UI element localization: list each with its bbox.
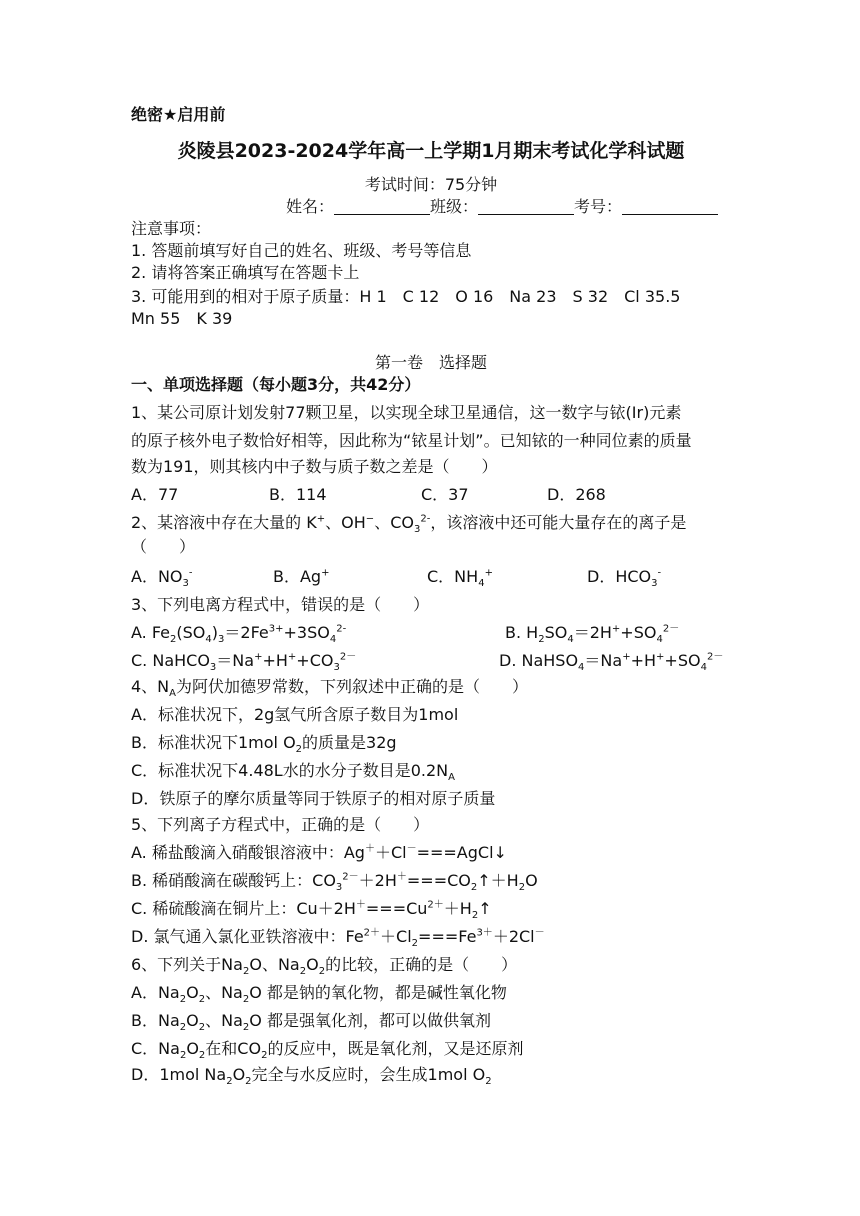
q2-line-2: （ ）: [131, 537, 196, 556]
name-blank[interactable]: [334, 198, 430, 215]
q6-option-b: B．$Na_2O_2$、$Na_2O$ 都是强氧化剂，都可以做供氧剂: [131, 1011, 491, 1034]
q2-line-1: 2、某溶液中存在大量的 K+、OH−、$CO_3^{2-}$，该溶液中还可能大量存在的离子是: [131, 513, 687, 536]
notice-item-2: 2. 请将答案正确填写在答题卡上: [131, 263, 360, 282]
q2-option-d: D．$HCO_3^-$: [587, 567, 662, 590]
volume-heading: 第一卷 选择题: [374, 353, 487, 372]
q1-option-b: B．114: [269, 485, 327, 504]
q2-option-a: A．$NO_3^-$: [131, 567, 193, 590]
q3-option-b: B. $H_2SO_4=2H^++SO_4^{2-}$: [505, 623, 680, 646]
exam-title: 炎陵县2023-2024学年高一上学期1月期末考试化学科试题: [177, 140, 685, 162]
secret-mark: 绝密★启用前: [131, 105, 226, 124]
q4-option-c: C．标准状况下4.48L水的水分子数目是$0.2N_A$: [131, 761, 455, 784]
q3-options-ab: [131, 622, 731, 644]
q2-option-b: B．Ag+: [273, 567, 330, 586]
q2-text: 、OH: [325, 513, 366, 532]
q1-line-3: 数为191，则其核内中子数与质子数之差是（ ）: [131, 457, 498, 476]
q4-stem: 4、$N_A$为阿伏加德罗常数，下列叙述中正确的是（ ）: [131, 677, 529, 700]
q2-text: ，该溶液中还可能大量存在的离子是: [430, 513, 687, 532]
class-blank[interactable]: [478, 198, 574, 215]
q1-option-c: C．37: [421, 485, 469, 504]
q1-options: [131, 484, 731, 506]
name-label: 姓名：: [286, 197, 335, 216]
class-label: 班级：: [430, 197, 479, 216]
q1-line-2: 的原子核外电子数恰好相等，因此称为“铱星计划”。已知铱的一种同位素的质量: [131, 431, 692, 450]
notice-item-1: 1. 答题前填写好自己的姓名、班级、考号等信息: [131, 241, 472, 260]
q1-line-1: 1、某公司原计划发射77颗卫星，以实现全球卫星通信，这一数字与铱(Ir)元素: [131, 403, 682, 422]
q2-options: [131, 566, 731, 588]
q5-option-a: A. 稀盐酸滴入硝酸银溶液中：Ag＋＋Cl－===AgCl↓: [131, 843, 507, 862]
number-blank[interactable]: [622, 198, 718, 215]
notice-item-3: 3. 可能用到的相对于原子质量：H 1 C 12 O 16 Na 23 S 32 Cl 35.5: [131, 287, 681, 306]
q4-option-d: D．铁原子的摩尔质量等同于铁原子的相对原子质量: [131, 789, 496, 808]
q6-stem: 6、下列关于$Na_2O$、$Na_2O_2$的比较，正确的是（ ）: [131, 955, 518, 978]
q2-text: 2、某溶液中存在大量的 K: [131, 513, 317, 532]
q6-option-d: D．1mol $Na_2O_2$完全与水反应时，会生成1mol $O_2$: [131, 1065, 492, 1088]
exam-time: 考试时间：75分钟: [364, 175, 498, 194]
q3-options-cd: [131, 650, 731, 672]
notice-heading: 注意事项：: [131, 219, 212, 238]
q1-option-d: D．268: [547, 485, 606, 504]
student-info-row: [286, 196, 736, 218]
number-label: 考号：: [574, 197, 623, 216]
q1-option-a: A．77: [131, 485, 179, 504]
q6-option-c: C．$Na_2O_2$在和$CO_2$的反应中，既是氧化剂，又是还原剂: [131, 1039, 524, 1062]
q2-text: 、CO: [374, 513, 414, 532]
q3-option-a: A. $Fe_2(SO_4)_3=2Fe^{3+}+3SO_4^{2-}$: [131, 623, 347, 646]
q3-option-c: C. $NaHCO_3=Na^++H^++CO_3^{2-}$: [131, 651, 357, 674]
q2-option-c: C．$NH_4^+$: [427, 567, 493, 590]
q3-stem: 3、下列电离方程式中，错误的是（ ）: [131, 595, 430, 614]
q5-option-b: B. 稀硝酸滴在碳酸钙上：$CO_3^{2-}+2H^+===CO_2↑+H_2O$: [131, 871, 538, 894]
part-heading: 一、单项选择题（每小题3分，共42分）: [131, 375, 421, 394]
q5-stem: 5、下列离子方程式中，正确的是（ ）: [131, 815, 430, 834]
q5-option-d: D. 氯气通入氯化亚铁溶液中：$Fe^{2+}+Cl_2===Fe^{3+}+2Cl^-$: [131, 927, 545, 950]
q3-option-d: D. $NaHSO_4=Na^++H^++SO_4^{2-}$: [499, 651, 724, 674]
q4-option-b: B．标准状况下1mol $O_2$的质量是32g: [131, 733, 397, 756]
q6-option-a: A．$Na_2O_2$、$Na_2O$ 都是钠的氧化物，都是碱性氧化物: [131, 983, 507, 1006]
q5-option-c: C. 稀硫酸滴在铜片上：$Cu+2H^+===Cu^{2+}+H_2↑$: [131, 899, 492, 922]
q4-option-a: A．标准状况下，2g氢气所含原子数目为1mol: [131, 705, 459, 724]
notice-item-3-cont: Mn 55 K 39: [131, 309, 233, 328]
